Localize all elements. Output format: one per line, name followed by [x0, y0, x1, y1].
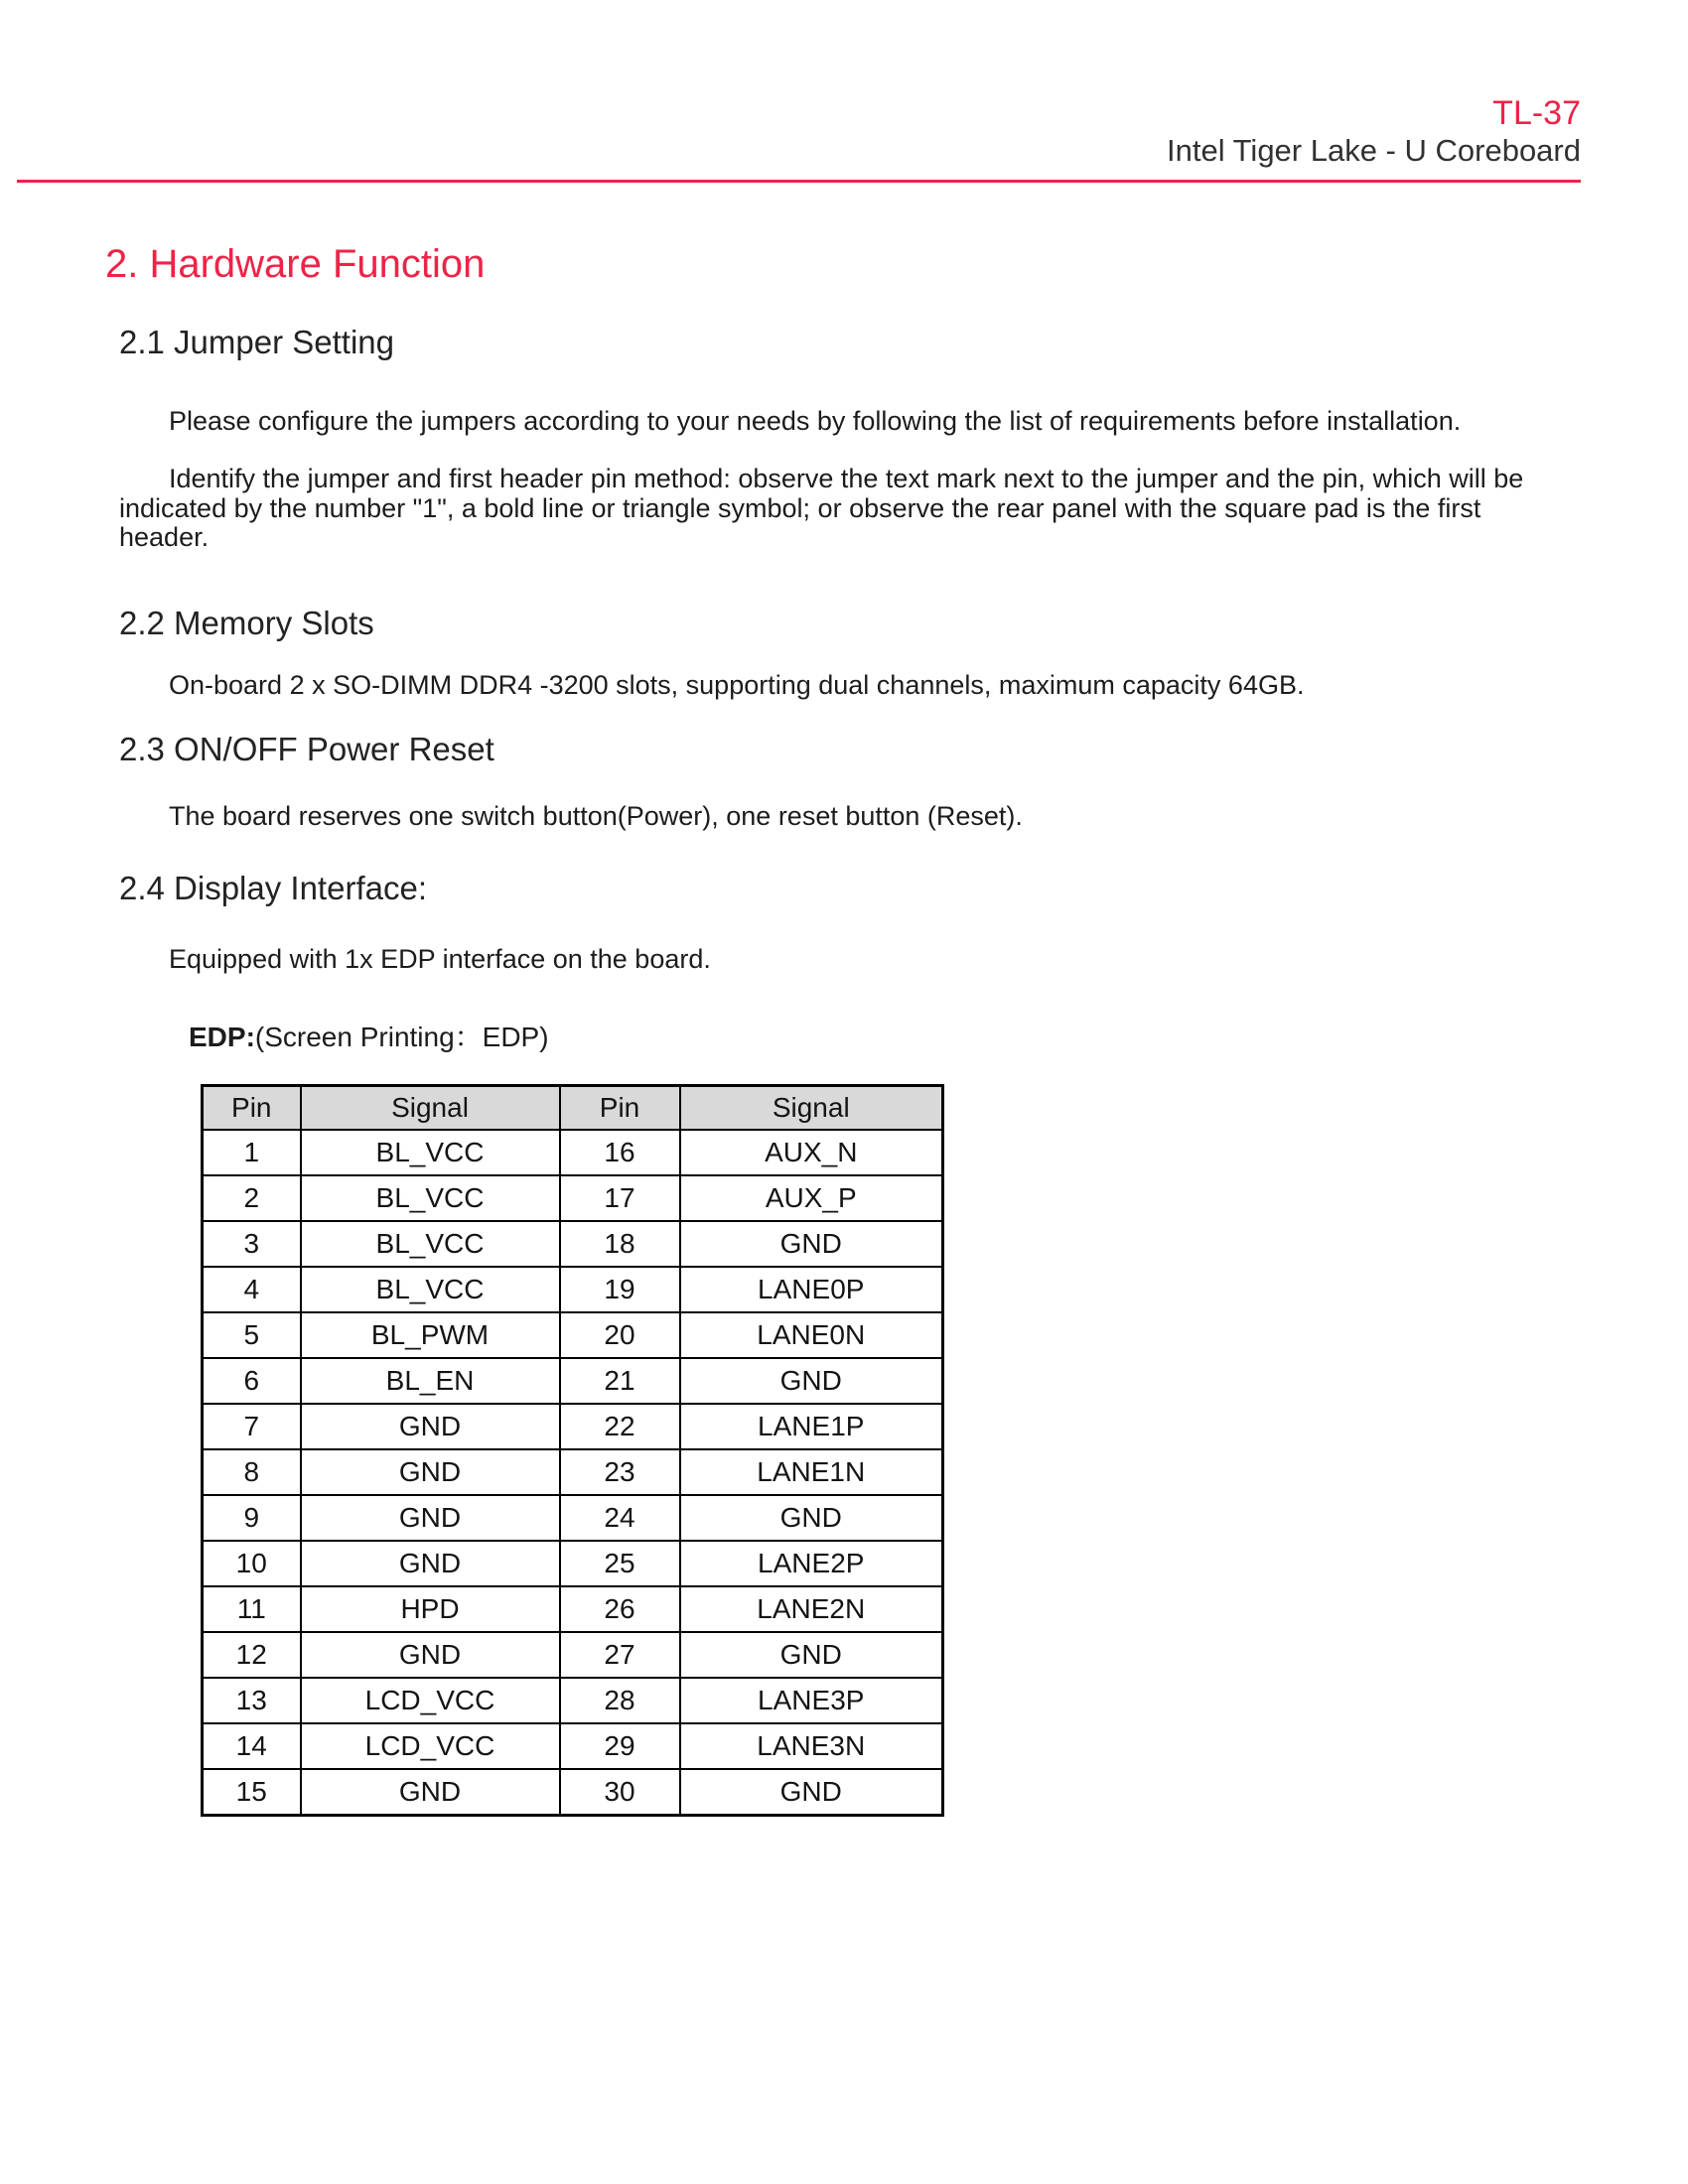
pin-cell: 17: [560, 1175, 680, 1221]
paragraph-display-interface: Equipped with 1x EDP interface on the board.: [169, 944, 711, 974]
edp-pinout-table: [201, 1084, 944, 1817]
edp-caption-rest: (Screen Printing：EDP): [254, 1022, 549, 1052]
pin-cell: 27: [560, 1632, 680, 1678]
col-header-pin: Pin: [560, 1086, 680, 1131]
signal-cell: LANE0P: [680, 1267, 943, 1312]
pin-cell: 23: [560, 1449, 680, 1495]
pin-cell: 7: [203, 1404, 301, 1449]
pin-cell: 14: [203, 1723, 301, 1769]
paragraph-memory-slots: On-board 2 x SO-DIMM DDR4 -3200 slots, supporting dual channels, maximum capacity 64GB.: [169, 670, 1305, 700]
pin-cell: 4: [203, 1267, 301, 1312]
pin-cell: 21: [560, 1358, 680, 1404]
edp-caption-bold: EDP:: [189, 1022, 255, 1052]
signal-cell: GND: [680, 1358, 943, 1404]
signal-cell: BL_VCC: [301, 1267, 560, 1312]
section-heading-jumper-setting: 2.1 Jumper Setting: [119, 324, 394, 360]
signal-cell: LANE3N: [680, 1723, 943, 1769]
section-heading-display-interface: 2.4 Display Interface:: [119, 870, 427, 906]
signal-cell: BL_PWM: [301, 1312, 560, 1358]
pin-cell: 26: [560, 1586, 680, 1632]
col-header-pin: Pin: [203, 1086, 301, 1131]
section-heading-power-reset: 2.3 ON/OFF Power Reset: [119, 731, 494, 767]
pin-cell: 16: [560, 1130, 680, 1175]
header-product-name: Intel Tiger Lake - U Coreboard: [1167, 133, 1581, 168]
signal-cell: GND: [301, 1495, 560, 1541]
signal-cell: LCD_VCC: [301, 1678, 560, 1723]
pin-cell: 10: [203, 1541, 301, 1586]
pin-cell: 9: [203, 1495, 301, 1541]
table-row: [203, 1449, 943, 1495]
signal-cell: GND: [301, 1449, 560, 1495]
pin-cell: 24: [560, 1495, 680, 1541]
signal-cell: AUX_N: [680, 1130, 943, 1175]
table-row: [203, 1769, 943, 1816]
signal-cell: GND: [301, 1541, 560, 1586]
signal-cell: BL_VCC: [301, 1175, 560, 1221]
signal-cell: HPD: [301, 1586, 560, 1632]
pin-cell: 30: [560, 1769, 680, 1816]
table-row: [203, 1404, 943, 1449]
signal-cell: GND: [680, 1632, 943, 1678]
paragraph-jumper-identify: Identify the jumper and first header pin method: observe the text mark next to the jumper and the pin, which will be indicated by the number "1", a bold line or triangle symbol; or observe the rear panel with the square pad is the first header.: [119, 464, 1524, 552]
pin-cell: 29: [560, 1723, 680, 1769]
signal-cell: GND: [301, 1404, 560, 1449]
pin-cell: 15: [203, 1769, 301, 1816]
pin-cell: 8: [203, 1449, 301, 1495]
pin-cell: 2: [203, 1175, 301, 1221]
table-row: [203, 1130, 943, 1175]
col-header-signal: Signal: [301, 1086, 560, 1131]
pin-cell: 25: [560, 1541, 680, 1586]
signal-cell: LANE0N: [680, 1312, 943, 1358]
table-header-row: [203, 1086, 943, 1131]
table-row: [203, 1175, 943, 1221]
signal-cell: BL_EN: [301, 1358, 560, 1404]
table-row: [203, 1586, 943, 1632]
signal-cell: LANE3P: [680, 1678, 943, 1723]
pin-cell: 22: [560, 1404, 680, 1449]
col-header-signal: Signal: [680, 1086, 943, 1131]
pin-cell: 1: [203, 1130, 301, 1175]
table-row: [203, 1267, 943, 1312]
signal-cell: GND: [301, 1769, 560, 1816]
pin-cell: 28: [560, 1678, 680, 1723]
signal-cell: LCD_VCC: [301, 1723, 560, 1769]
signal-cell: LANE1N: [680, 1449, 943, 1495]
pin-cell: 13: [203, 1678, 301, 1723]
signal-cell: LANE2N: [680, 1586, 943, 1632]
pin-cell: 3: [203, 1221, 301, 1267]
paragraph-jumper-configure: Please configure the jumpers according to your needs by following the list of requirements before installation.: [169, 406, 1462, 436]
signal-cell: GND: [680, 1495, 943, 1541]
table-row: [203, 1632, 943, 1678]
pin-cell: 12: [203, 1632, 301, 1678]
signal-cell: GND: [301, 1632, 560, 1678]
header-model-number: TL-37: [1492, 94, 1581, 132]
edp-table-caption: [189, 1022, 549, 1053]
table-row: [203, 1358, 943, 1404]
table-row: [203, 1678, 943, 1723]
table-row: [203, 1541, 943, 1586]
table-row: [203, 1495, 943, 1541]
page-title: 2. Hardware Function: [105, 242, 486, 286]
header-rule: [17, 180, 1581, 183]
table-row: [203, 1221, 943, 1267]
signal-cell: LANE1P: [680, 1404, 943, 1449]
pin-cell: 19: [560, 1267, 680, 1312]
pin-cell: 18: [560, 1221, 680, 1267]
table-row: [203, 1723, 943, 1769]
signal-cell: BL_VCC: [301, 1130, 560, 1175]
pin-cell: 20: [560, 1312, 680, 1358]
table-row: [203, 1312, 943, 1358]
section-heading-memory-slots: 2.2 Memory Slots: [119, 605, 374, 641]
signal-cell: GND: [680, 1769, 943, 1816]
signal-cell: GND: [680, 1221, 943, 1267]
pin-cell: 5: [203, 1312, 301, 1358]
signal-cell: LANE2P: [680, 1541, 943, 1586]
pin-cell: 6: [203, 1358, 301, 1404]
paragraph-power-reset: The board reserves one switch button(Power), one reset button (Reset).: [169, 801, 1023, 831]
signal-cell: AUX_P: [680, 1175, 943, 1221]
pin-cell: 11: [203, 1586, 301, 1632]
signal-cell: BL_VCC: [301, 1221, 560, 1267]
